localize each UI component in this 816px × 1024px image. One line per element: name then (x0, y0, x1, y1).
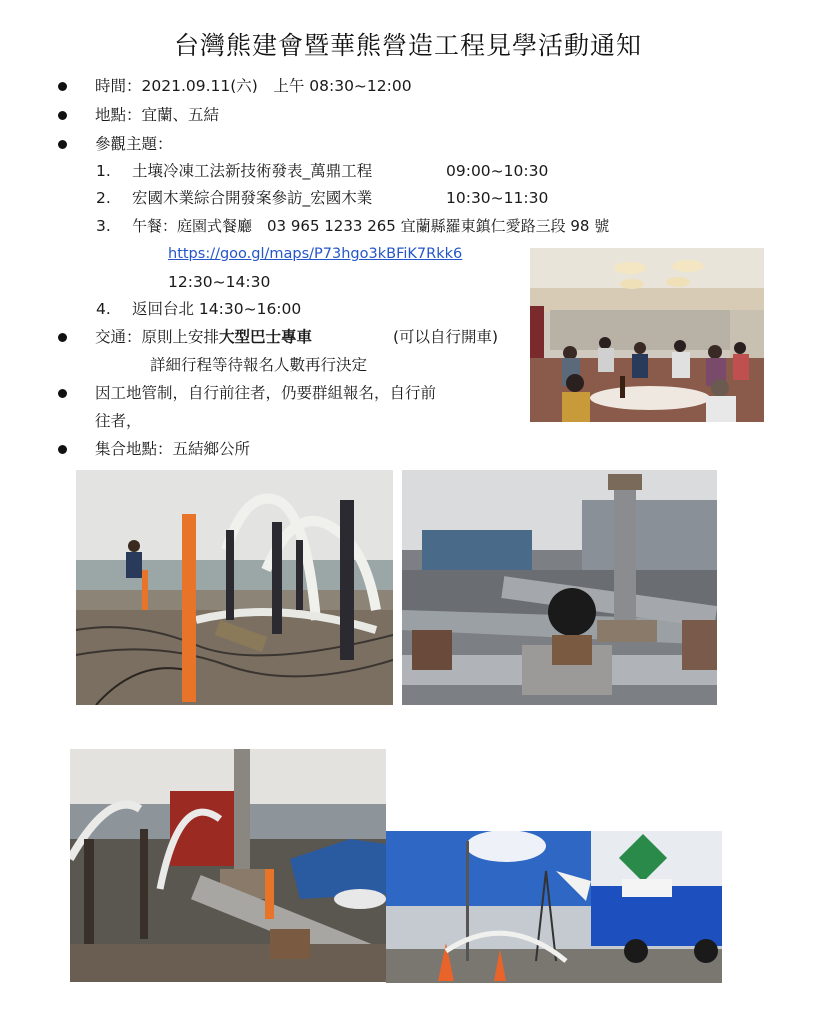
place-line: 地點：宜蘭、五結 (95, 106, 220, 124)
freeze-pipes-field-photo (76, 470, 393, 705)
topic-number: 2. (96, 189, 111, 207)
lunch-text: 午餐：庭園式餐廳 03 965 1233 265 宜蘭縣羅東鎮仁愛路三段 98 號 (132, 217, 610, 235)
bullet-dot (58, 140, 67, 149)
tank-truck-photo (386, 831, 722, 983)
topic-time: 09:00~10:30 (446, 162, 549, 180)
bullet-dot (58, 389, 67, 398)
topic-heading: 參觀主題： (95, 135, 173, 153)
transport-line (95, 326, 312, 348)
topic-time: 10:30~11:30 (446, 189, 549, 207)
topic-text: 宏國木業綜合開發案參訪_宏國木業 (132, 189, 373, 207)
time-line: 時間：2021.09.11(六) 上午 08:30~12:00 (95, 77, 412, 95)
transport-suffix: (可以自行開車) (393, 328, 499, 346)
site-line-1: 因工地管制，自行前往者，仍要群組報名，自行前 (95, 384, 437, 402)
page-title: 台灣熊建會暨華熊營造工程見學活動通知 (173, 31, 642, 60)
bullet-dot (58, 82, 67, 91)
transport-prefix: 交通：原則上安排 (95, 328, 220, 346)
bullet-dot (58, 445, 67, 454)
topic-text: 土壤冷凍工法新技術發表_萬鼎工程 (132, 162, 373, 180)
restaurant-photo (530, 248, 764, 422)
meeting-line: 集合地點：五結鄉公所 (95, 440, 251, 458)
topic-number: 4. (96, 300, 111, 318)
bullet-dot (58, 111, 67, 120)
transport-note: 詳細行程等待報名人數再行決定 (150, 356, 368, 374)
transport-bold: 大型巴士專車 (219, 328, 313, 346)
valve-container-photo (70, 749, 386, 982)
return-text: 返回台北 14:30~16:00 (132, 300, 302, 318)
lunch-map-link[interactable]: https://goo.gl/maps/P73hgo3kBFiK7Rkk6 (168, 246, 463, 262)
topic-number: 1. (96, 162, 111, 180)
valve-closeup-photo (402, 470, 717, 705)
lunch-time: 12:30~14:30 (168, 273, 271, 291)
site-line-2: 往者， (95, 412, 142, 430)
topic-number: 3. (96, 217, 111, 235)
bullet-dot (58, 333, 67, 342)
